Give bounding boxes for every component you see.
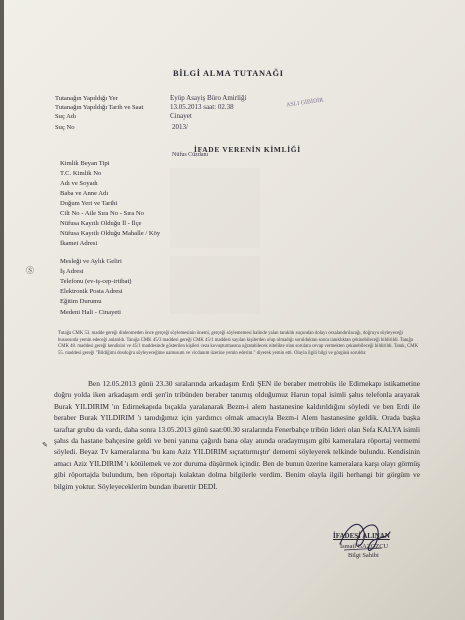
- margin-ink-mark: ✎: [42, 441, 48, 449]
- document-title: BİLGİ ALMA TUTANAĞI: [173, 69, 284, 78]
- identity-label: Baba ve Anne Adı: [60, 190, 109, 197]
- contact-label: Eğitim Durumu: [60, 298, 102, 305]
- identity-label: Nüfusa Kayıtlı Olduğu İl - İlçe: [60, 220, 142, 227]
- contact-label: Mesleği ve Aylık Geliri: [60, 258, 122, 265]
- legal-notice: Tutağa CMK 53. madde gereği dinlenmeden önce gerçeği söylemesinin önemi, gerçeği söylememesi halinde yalan tanıklık suçundan dolayı cezalandırılacağı, doğruyu söyleyeceği hususunda yemin edeceği anlatıldı. Tanığa CMK 45/3 maddesi gereği CMK 45/1 maddesi sayılan kişilerden olup olmadığı sorulduktan sonra tanıklıktan çekinebileceği bildirildi. Tanığa CMK 48. maddesi gereği kendisini ve 45/1 maddesinde gösterilen kişileri ceza kovuşturmasına uğratabilecek nitelikte olan sorulara cevap vermekten çekinebileceği bildirildi. Tanık, CMK 55. maddesi gereği "Bildiğimi dosdoğru söyleyeceğime namusum ve vicdanım üzerine yemin ederim." diyerek yemin etti. Olayla ilgili bilgi ve görgüsü soruldu:: [58, 331, 419, 356]
- identity-label: Kimlik Beyan Tipi: [60, 160, 110, 167]
- contact-label: Medeni Hali - Cinayeti: [60, 309, 121, 316]
- meta-value-crime: Cinayet: [170, 112, 192, 120]
- identity-label: T.C. Kimlik No: [60, 170, 102, 177]
- statement-text: Ben 12.05.2013 günü 23.30 sıralarında arkadaşım Erdi ŞEN ile beraber metrobüs ile Edirnekapı istikametine doğru yolda iken arkadaşım erdi şen'in tribünden beraber tanımış olduğumuz Harun topal isimli şahıs telefonla arayarak Burak YILDIRIM 'ın Edirnekapıda bıçakla yaralanarak Bezm-i alem hastanesine kaldırıldığını söyledi ve ben Erdi ile beraber Burak YILDIRIM 'ı tanıdığımız için yardımcı olmak amacıyla Bezm-i Alem hastanesine geldik. Orada başka taraftar grubu da vardı, daha sonra 13.05.2013 günü saat:00.30 sıralarında Fenerbahçe tribün lideri olan Sefa KALYA isimli şahıs da hastane bahçesine geldi ve beni yanına çağırdı bana olay anında oradaymışım gibi kameralara röportaj vermemi söyledi. Beyaz Tv kameralarına 'bu kanı Aziz YILDIRIM sıçrattırmıştır' dememi söyleyerek telkinde bulundu. Kendisinin amacı Aziz YILDIRIM 'ı kötülemek ve zor duruma düşürmek içindir. Ben de bunun üzerine kameralara karşı olayı görmüş gibi röportajda bulundum, ben röportajı kulaktan dolma bilgilerle verdim. Benim olayla ilgili herhangi bir görgüm ve bilgim yoktur. Söyleyeceklerim bundan ibarettir DEDİ.: [54, 379, 420, 491]
- signature-role: Bilgi Sahibi: [348, 552, 379, 559]
- faint-stamp: ASLI GİBİDİR: [285, 97, 324, 109]
- section-title: İFADE VERENİN KİMLİĞİ: [194, 145, 301, 154]
- identity-label: Cilt No - Aile Sıra No - Sıra No: [60, 210, 144, 217]
- identity-label: Adı ve Soyadı: [60, 180, 98, 187]
- meta-value-crime-no: 2013/: [172, 123, 188, 131]
- margin-hole-mark: Ⓢ: [26, 266, 34, 275]
- identity-label: Nüfusa Kayıtlı Olduğu Mahalle / Köy: [60, 230, 161, 237]
- meta-value-place: Eyüp Asayiş Büro Amirliği: [170, 94, 247, 102]
- meta-label-place: Tutanağın Yapıldığı Yer: [55, 95, 118, 102]
- page-shadow-edge: [0, 0, 4, 620]
- meta-label-datetime: Tutanağın Yapıldığı Tarih ve Saat: [55, 104, 144, 111]
- identity-label: İkamet Adresi: [60, 240, 98, 247]
- meta-label-crime: Suç Adı: [55, 113, 77, 120]
- signature-name: İsmail GAZOZCU: [340, 543, 389, 550]
- id-type-value: Nüfus Cüzdanı: [172, 152, 209, 158]
- contact-label: İş Adresi: [60, 268, 84, 275]
- identity-label: Doğum Yeri ve Tarihi: [60, 200, 118, 207]
- meta-label-crime-no: Suç No: [55, 124, 75, 131]
- contact-label: Telefonu (ev-iş-cep-irtibat): [60, 278, 132, 285]
- signature-title: İFADESİ ALINAN: [333, 532, 390, 540]
- meta-value-datetime: 13.05.2013 saat: 02.38: [170, 103, 234, 111]
- redacted-identity-values: [170, 168, 260, 248]
- handwritten-signature: [334, 510, 394, 566]
- redacted-contact-values: [170, 256, 260, 314]
- contact-label: Elektronik Posta Adresi: [60, 288, 123, 295]
